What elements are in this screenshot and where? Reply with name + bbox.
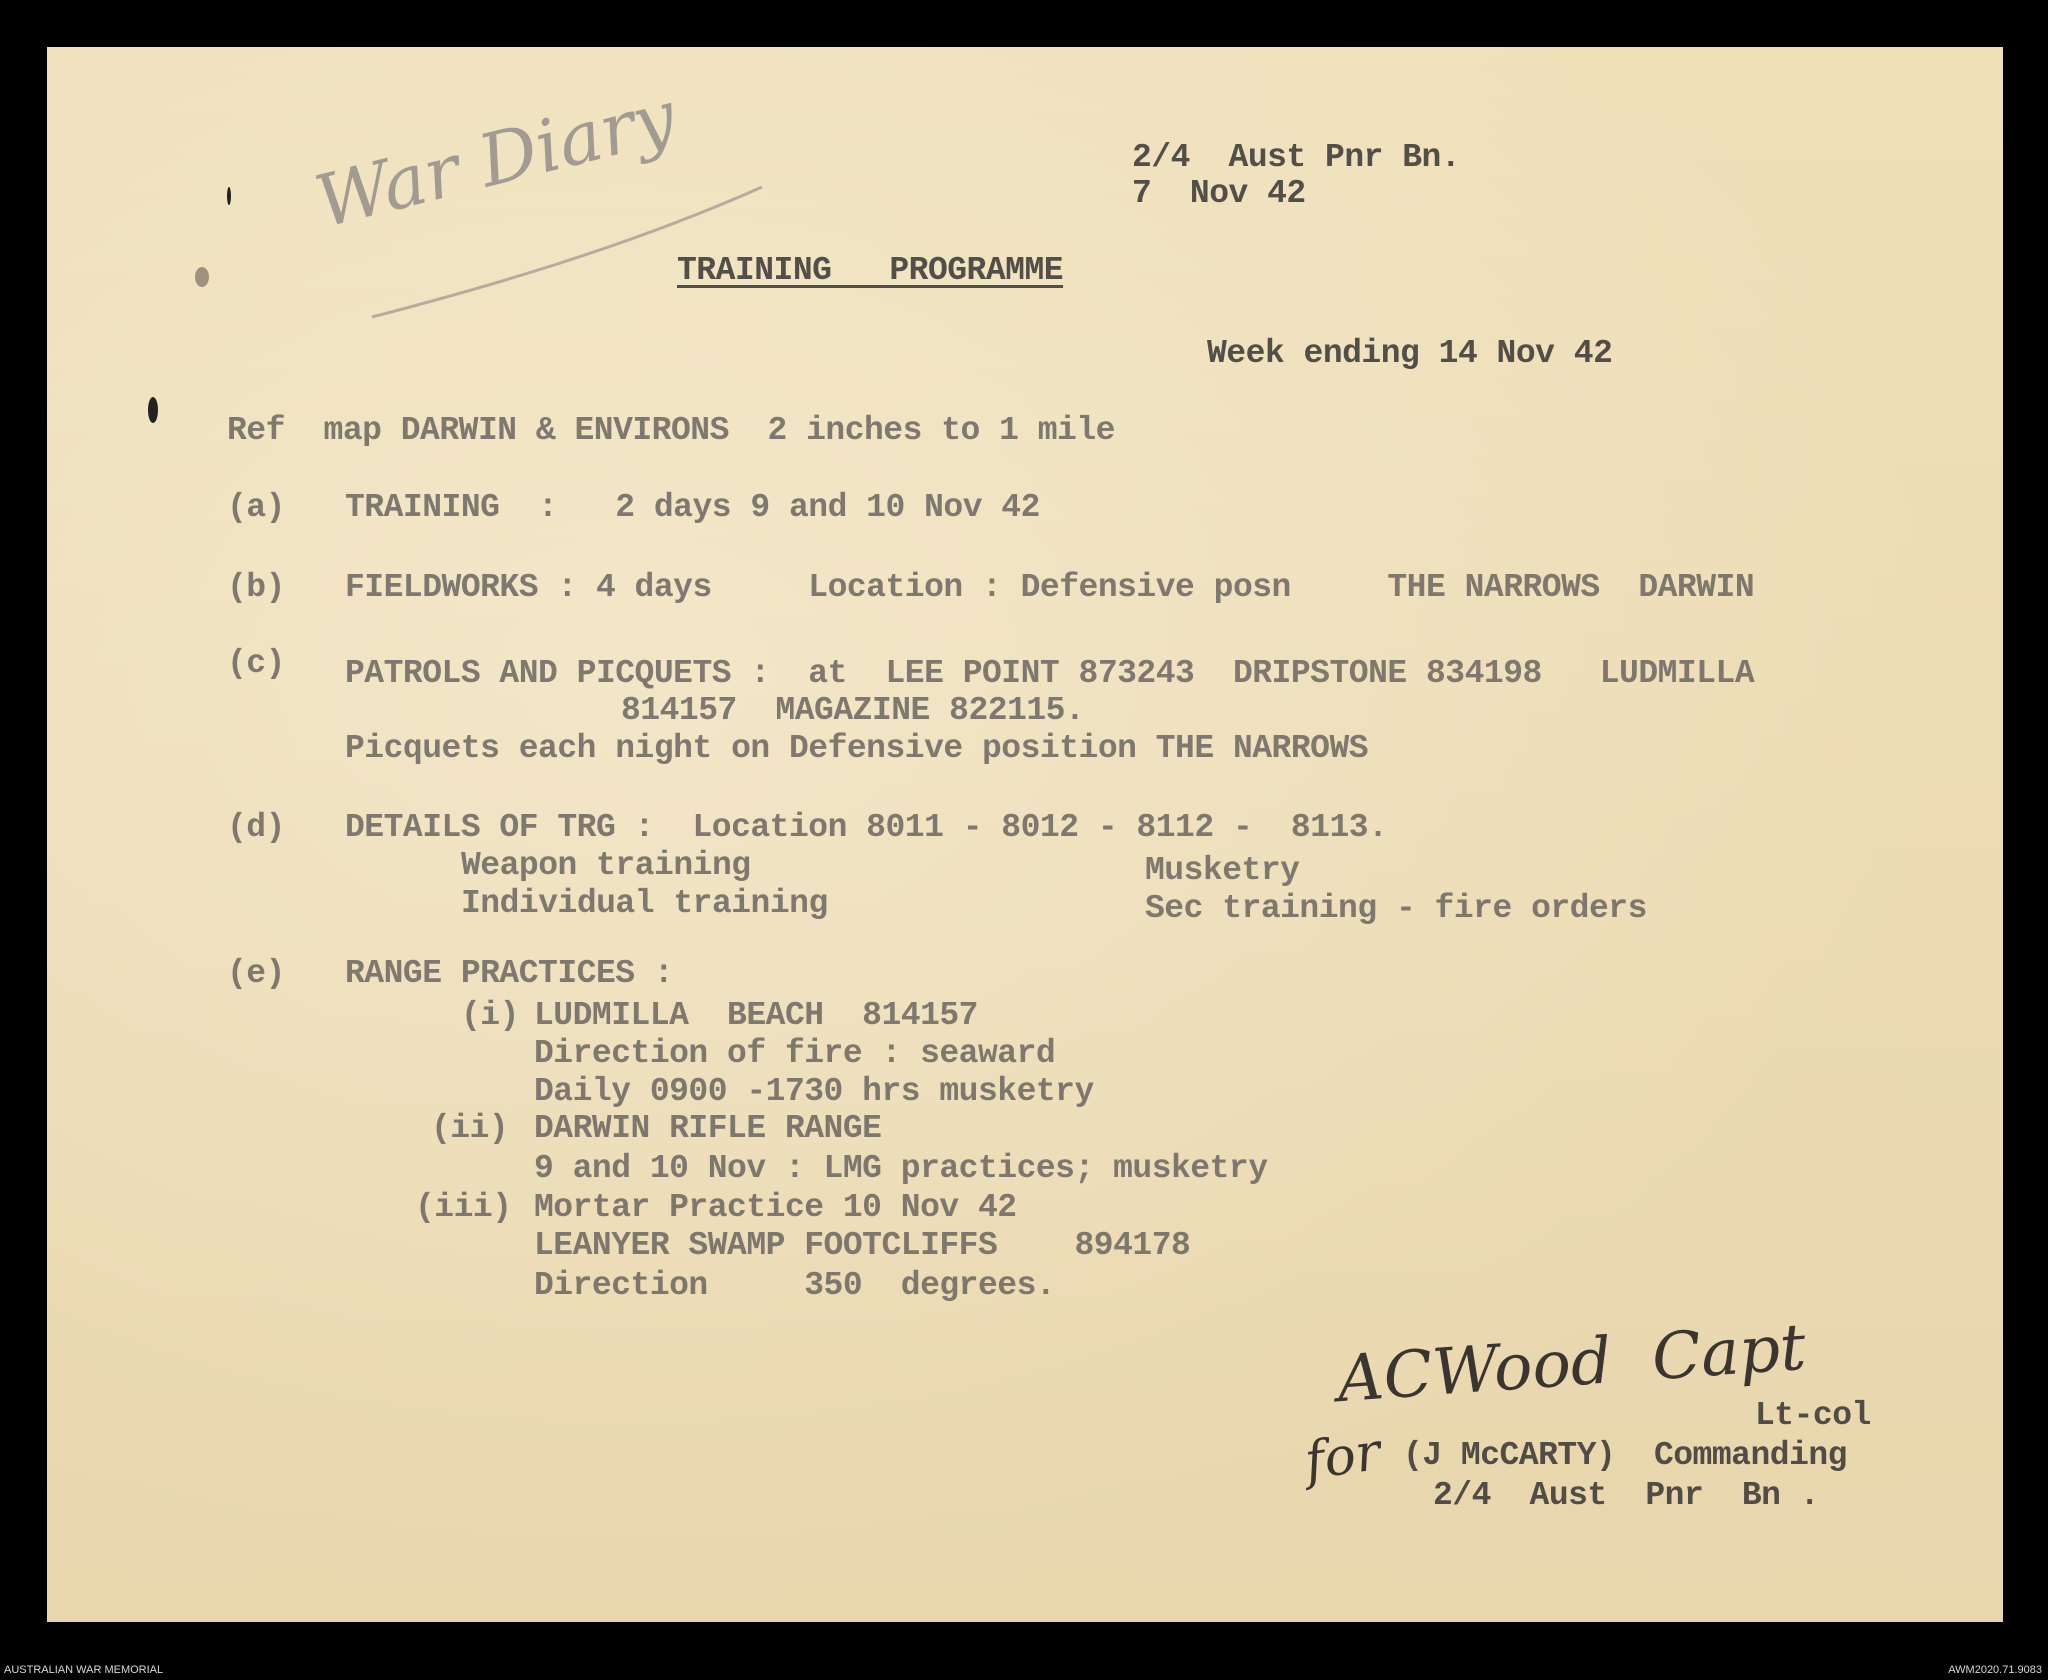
range-iii-line1: Mortar Practice 10 Nov 42 [534,1189,1017,1226]
range-iii-line3: Direction 350 degrees. [534,1267,1056,1304]
pin-mark [227,187,231,205]
footer-right: AWM2020.71.9083 [1948,1664,2042,1676]
range-i-line1: LUDMILLA BEACH 814157 [534,997,978,1034]
pin-mark [148,397,158,423]
range-ii-line2: 9 and 10 Nov : LMG practices; musketry [534,1150,1268,1187]
signatory-name: (J McCARTY) Commanding [1403,1437,1847,1474]
range-i-number: (i) [461,997,519,1034]
signatory-unit: 2/4 Aust Pnr Bn . [1433,1477,1820,1514]
document-page [47,47,2003,1622]
item-c-line1: PATROLS AND PICQUETS : at LEE POINT 873243 DRIPSTONE 834198 LUDMILLA [345,655,1755,692]
item-d-left2: Individual training [461,885,828,922]
range-iii-line2: LEANYER SWAMP FOOTCLIFFS 894178 [534,1227,1191,1264]
item-d-left1: Weapon training [461,847,751,884]
item-d-right1: Musketry [1145,852,1300,889]
item-letter-c: (c) [227,645,285,682]
handwritten-signature: ACWood Capt [1334,1310,1809,1418]
handwritten-for: for [1301,1422,1385,1492]
item-letter-b: (b) [227,569,285,606]
item-a-text: TRAINING : 2 days 9 and 10 Nov 42 [345,489,1040,526]
signatory-rank: Lt-col [1755,1397,1871,1434]
week-ending: Week ending 14 Nov 42 [1207,335,1613,372]
document-title: TRAINING PROGRAMME [677,252,1064,289]
handwritten-note: War Diary [307,73,684,245]
document-date: 7 Nov 42 [1132,175,1306,212]
pencil-stroke [367,167,787,327]
range-ii-line1: DARWIN RIFLE RANGE [534,1110,882,1147]
item-d-right2: Sec training - fire orders [1145,890,1647,927]
item-b-text: FIELDWORKS : 4 days Location : Defensive posn THE NARROWS DARWIN [345,569,1755,606]
item-letter-a: (a) [227,489,285,526]
item-letter-d: (d) [227,809,285,846]
unit-header: 2/4 Aust Pnr Bn. [1132,139,1461,176]
item-c-line3: Picquets each night on Defensive position THE NARROWS [345,730,1369,767]
item-letter-e: (e) [227,955,285,992]
item-e-heading: RANGE PRACTICES : [345,955,674,992]
footer-left: AUSTRALIAN WAR MEMORIAL [4,1664,164,1676]
pin-mark [195,267,209,287]
ref-map-line: Ref map DARWIN & ENVIRONS 2 inches to 1 mile [227,412,1115,449]
range-i-line3: Daily 0900 -1730 hrs musketry [534,1073,1094,1110]
range-i-line2: Direction of fire : seaward [534,1035,1056,1072]
item-c-line2: 814157 MAGAZINE 822115. [621,692,1085,729]
item-d-line1: DETAILS OF TRG : Location 8011 - 8012 - 8112 - 8113. [345,809,1388,846]
range-iii-number: (iii) [415,1189,512,1226]
range-ii-number: (ii) [431,1110,509,1147]
